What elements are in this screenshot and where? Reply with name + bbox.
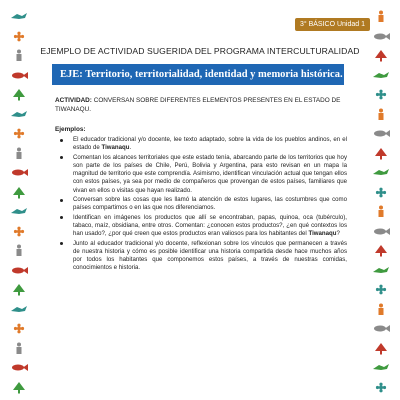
activity-label: ACTIVIDAD: (55, 97, 92, 104)
figure-icon (370, 108, 392, 121)
figure-icon (8, 342, 30, 355)
fish-icon (370, 127, 392, 140)
flower-icon (8, 322, 30, 335)
decorative-border-right (370, 0, 392, 400)
fish-icon (8, 264, 30, 277)
activity-text: CONVERSAN SOBRE DIFERENTES ELEMENTOS PRESENTES EN EL ESTADO DE TIWANAQU. (55, 97, 341, 113)
flower-icon (370, 381, 392, 394)
decorative-border-left (8, 0, 30, 400)
bird-icon (370, 264, 392, 277)
figure-icon (8, 244, 30, 257)
fish-icon (8, 361, 30, 374)
tree-icon (370, 49, 392, 62)
bird-icon (8, 205, 30, 218)
bird-icon (8, 10, 30, 23)
fish-icon (8, 69, 30, 82)
tree-icon (8, 186, 30, 199)
tree-icon (370, 147, 392, 160)
figure-icon (8, 147, 30, 160)
figure-icon (370, 303, 392, 316)
flower-icon (8, 225, 30, 238)
bird-icon (8, 108, 30, 121)
flower-icon (8, 127, 30, 140)
fish-icon (8, 166, 30, 179)
bird-icon (370, 361, 392, 374)
figure-icon (8, 49, 30, 62)
flower-icon (370, 88, 392, 101)
figure-icon (370, 205, 392, 218)
activity-description (55, 96, 345, 114)
example-item: Junto al educador tradicional y/o docente, reflexionan sobre los vínculos que permanecen a través de nuestra historia y cómo es posible identificar una historia compartida desde hace muchos años por todos los habitantes que componemos estos países, a través de nuestras comidas, conocimientos e historia. (55, 240, 347, 273)
bird-icon (370, 69, 392, 82)
flower-icon (8, 30, 30, 43)
flower-icon (370, 186, 392, 199)
tree-icon (8, 381, 30, 394)
example-item: Conversan sobre las cosas que les llamó la atención de estos lugares, las costumbres que como países compartimos o en las que nos diferenciamos. (55, 196, 347, 213)
example-item: El educador tradicional y/o docente, lee texto adaptado, sobre la vida de los pueblos andinos, en el estado de Tiwanaqu. (55, 136, 347, 153)
flower-icon (370, 283, 392, 296)
bird-icon (370, 166, 392, 179)
example-item: Comentan los alcances territoriales que este estado tenía, abarcando parte de los territorios que hoy son parte de los países de Chile, Perú, Bolivia y Argentina, para esto revisan en un mapa la magnitud de territorio que este comprendía. Asimismo, identifican vinculación actual que tengan ellos con estos países, ya sea por medio de compañeros que provengan de estos países, familiares que vivan en ellos o visitas que hayan realizado. (55, 154, 347, 195)
page-title: EJEMPLO DE ACTIVIDAD SUGERIDA DEL PROGRAMA INTERCULTURALIDAD (40, 46, 360, 56)
tree-icon (8, 88, 30, 101)
tree-icon (370, 244, 392, 257)
eje-banner: EJE: Territorio, territorialidad, identidad y memoria histórica. (52, 64, 344, 85)
tree-icon (8, 283, 30, 296)
fish-icon (370, 30, 392, 43)
example-item: Identifican en imágenes los productos que allí se encontraban, papas, quinoa, oca (tubérculo), tabaco, maíz, obsidiana, entre otros. Comentan: ¿conocen estos productos?, ¿en qué contextos los han usado?, ¿por qué creen que estos productos eran valiosos para los habitantes del Tiwanaqu? (55, 214, 347, 239)
fish-icon (370, 322, 392, 335)
fish-icon (370, 225, 392, 238)
grade-unit-badge: 3° BÁSICO Unidad 1 (295, 18, 370, 31)
tree-icon (370, 342, 392, 355)
examples-list (55, 136, 347, 274)
bird-icon (8, 303, 30, 316)
figure-icon (370, 10, 392, 23)
examples-label: Ejemplos: (55, 126, 86, 133)
